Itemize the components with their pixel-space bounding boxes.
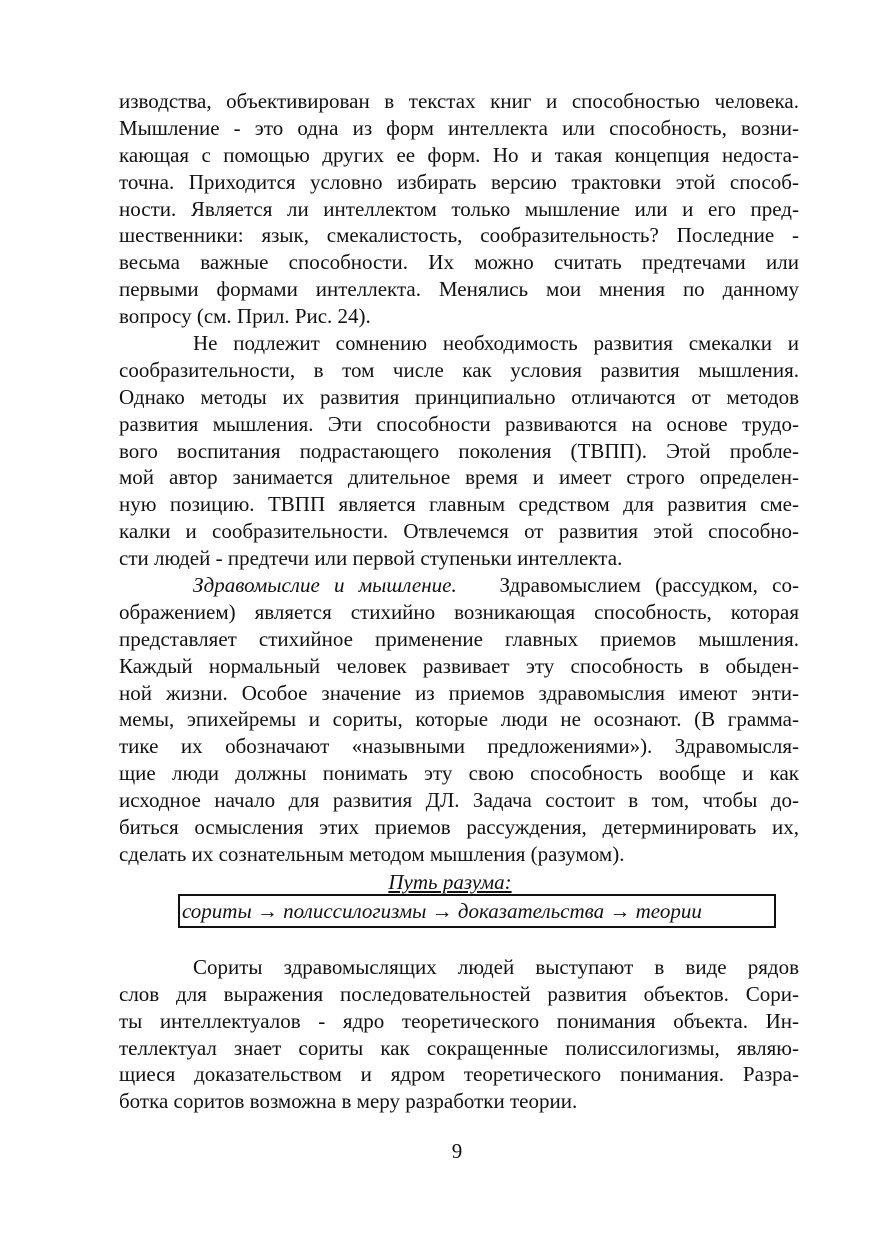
page-number: 9 (451, 1139, 463, 1163)
text-line: биться осмысления этих приемов рассуждения, детерминировать их, (119, 815, 799, 840)
text-line: сообразительности, в том числе как условия развития мышления. (119, 357, 799, 382)
spacer (119, 928, 799, 954)
text-line: Сориты здравомыслящих людей выступают в виде рядов (193, 954, 799, 979)
text-line: Однако методы их развития принципиально отличаются от методов (119, 384, 799, 409)
text-line: мемы, эпихейремы и сориты, которые люди не осознают. (В грамма- (119, 707, 799, 732)
paragraph-3 (119, 572, 799, 868)
text-line: ной жизни. Особое значение из приемов здравомыслия имеют энти- (119, 680, 799, 705)
text-line: исходное начало для развития ДЛ. Задача состоит в том, чтобы до- (119, 788, 799, 813)
text-line: весьма важные способности. Их можно считать предтечами или (119, 250, 799, 275)
text-line: слов для выражения последовательностей развития объектов. Сори- (119, 981, 799, 1006)
text-line: Мышление - это одна из форм интеллекта или способность, возни- (119, 115, 799, 140)
section-heading: Здравомыслие и мышление. (193, 573, 457, 598)
text-line: теллектуал знает сориты как сокращенные полиссилогизмы, являю- (119, 1035, 799, 1060)
text-line: первыми формами интеллекта. Менялись мои мнения по данному (119, 277, 799, 302)
path-title: Путь разума: (388, 869, 512, 894)
text-line: ты интеллектуалов - ядро теоретического понимания объекта. Ин- (119, 1008, 799, 1033)
text-line: сти людей - предтечи или первой ступеньки интеллекта. (119, 546, 623, 571)
text-line: представляет стихийное применение главных приемов мышления. (119, 626, 799, 651)
text-line: ображением) является стихийно возникающая способность, которая (119, 599, 799, 624)
text-line: тике их обозначают «назывными предложениями»). Здравомысля- (119, 734, 799, 759)
text-line: ности. Является ли интеллектом только мышление или и его пред- (119, 196, 799, 221)
text-line: ботка соритов возможна в меру разработки теории. (119, 1089, 578, 1114)
text-line: вого воспитания подрастающего поколения (ТВПП). Этой пробле- (119, 438, 799, 463)
text-fragment: Здравомыслием (рассудком, со- (499, 573, 799, 598)
text-line: сделать их сознательным методом мышления (разумом). (119, 841, 625, 866)
path-chain-box: сориты → полиссилогизмы → доказательства → теории (178, 894, 776, 928)
text-line: щие люди должны понимать эту свою способность вообще и как (119, 761, 799, 786)
text-line (119, 572, 799, 599)
text-line: ную позицию. ТВПП является главным средством для развития сме- (119, 492, 799, 517)
paragraph-4 (119, 954, 799, 1115)
text-line: вопросу (см. Прил. Рис. 24). (119, 304, 371, 329)
text-line: кающая с помощью других ее форм. Но и такая концепция недоста- (119, 142, 799, 167)
paragraph-2 (119, 330, 799, 572)
text-line: щиеся доказательством и ядром теоретического понимания. Разра- (119, 1062, 799, 1087)
text-line: развития мышления. Эти способности развиваются на основе трудо- (119, 411, 799, 436)
text-line: Каждый нормальный человек развивает эту способность в обыден- (119, 653, 799, 678)
paragraph-1 (119, 88, 799, 330)
text-line: мой автор занимается длительное время и имеет строго определен- (119, 465, 799, 490)
text-line: Не подлежит сомнению необходимость развития смекалки и (193, 331, 799, 356)
page-body (119, 88, 799, 1115)
text-line: точна. Приходится условно избирать версию трактовки этой способ- (119, 169, 799, 194)
text-line: калки и сообразительности. Отвлечемся от развития этой способно- (119, 519, 799, 544)
text-line: изводства, объективирован в текстах книг и способностью человека. (119, 89, 799, 113)
text-line: шественники: язык, смекалистость, сообразительность? Последние - (119, 223, 799, 248)
